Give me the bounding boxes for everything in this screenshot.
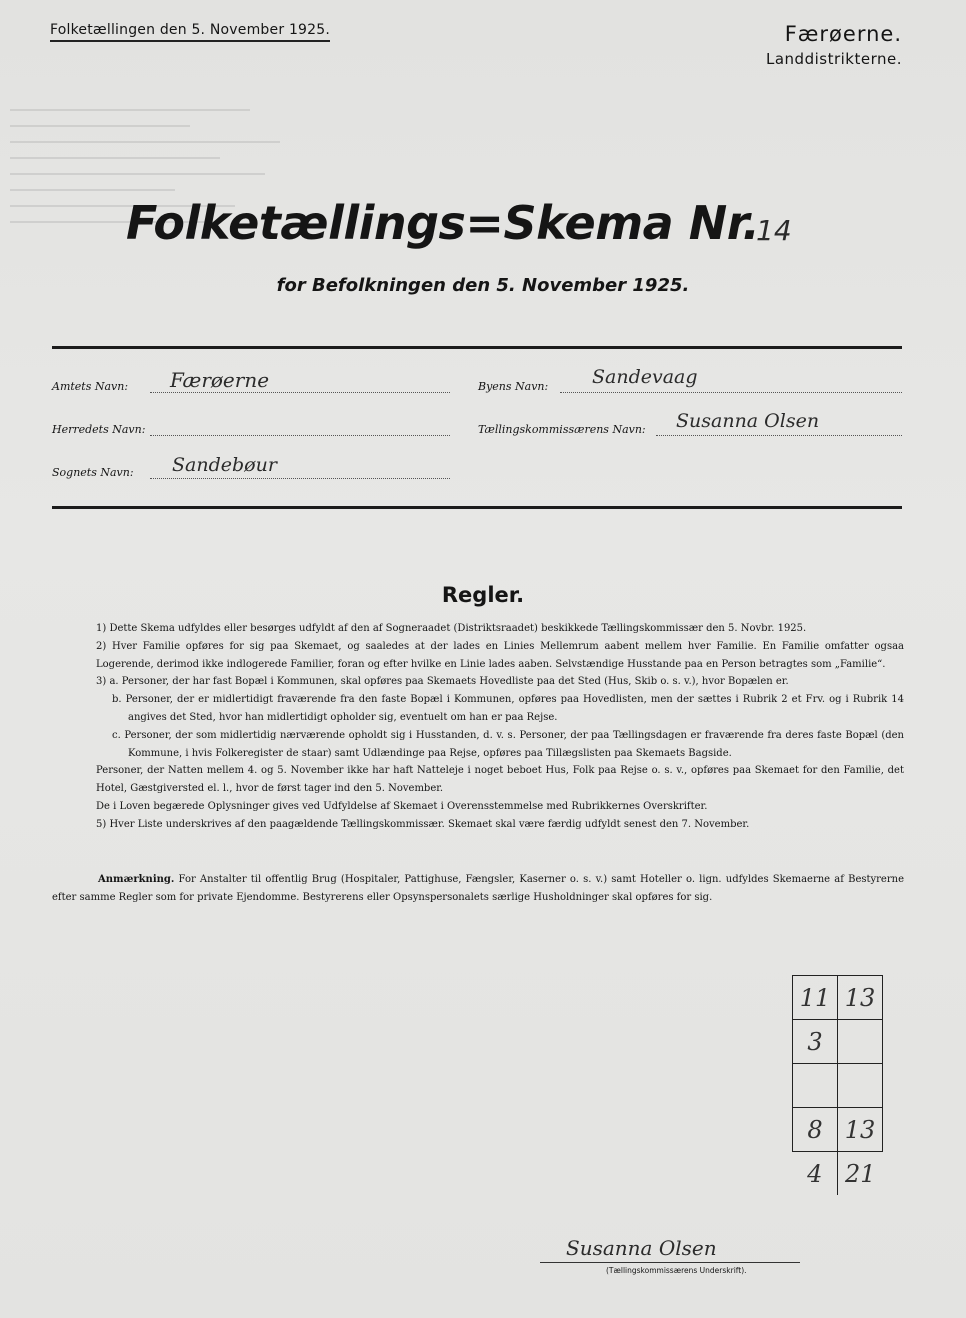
herred-line: [150, 435, 450, 436]
tally-row-total: [793, 1152, 883, 1196]
tally-cell: 8: [793, 1108, 838, 1152]
tally-cell: 3: [793, 1020, 838, 1064]
signature-line: [540, 1262, 800, 1263]
tally-cell: [838, 1064, 883, 1108]
form-title: Folketællings=Skema Nr.: [126, 196, 760, 250]
rule-3d: Personer, der Natten mellem 4. og 5. November ikke har haft Natteleje i noget beboet Hus, Folk paa Rejse o. s. v., opføres paa Skemaet for den Familie, det Hotel, Gæstgiversted el. l., hvor de først tager ind den 5. November.: [96, 765, 904, 795]
form-subtitle: for Befolkningen den 5. November 1925.: [276, 275, 690, 296]
tally-row: [793, 1020, 883, 1064]
rule-2: 2) Hver Familie opføres for sig paa Skemaet, og saaledes at der lades en Linies Mellemrum aabent mellem hver Familie. En Familie omfatter ogsaa Logerende, derimod ikke indlogerede Familier, foran og efter hvilke en Linie lades aaben. Selvstændige Husstande paa en Person betragtes som „Familie“.: [96, 640, 904, 670]
amt-value-handwritten: Færøerne: [170, 368, 270, 392]
sogn-value-handwritten: Sandebøur: [172, 454, 277, 476]
rules-heading: Regler.: [441, 583, 525, 607]
bleed-through-marks: [10, 95, 310, 285]
rule-3a: 3) a. Personer, der har fast Bopæl i Kommunen, skal opføres paa Skemaets Hovedliste paa det Sted (Hus, Skib o. s. v.), hvor Bopælen er.: [96, 676, 789, 688]
note-label: Anmærkning.: [98, 874, 175, 885]
note-text: For Anstalter til offentlig Brug (Hospitaler, Pattighuse, Fængsler, Kaserner o. s. v.) samt Hoteller o. lign. udfyldes Skemaerne af Bestyrerne efter samme Regler som for private Ejendomme. Bestyrerens eller Opsynspersonalets særlige Husholdninger skal opføres for sig.: [52, 874, 904, 903]
kommissaer-label: Tællingskommissærens Navn:: [478, 423, 646, 436]
sogn-label: Sognets Navn:: [52, 466, 134, 479]
herred-label: Herredets Navn:: [52, 423, 146, 436]
tally-row: [793, 976, 883, 1020]
rule-4: De i Loven begærede Oplysninger gives ved Udfyldelse af Skemaet i Overensstemmelse med Rubrikkernes Overskrifter.: [96, 800, 708, 812]
tally-cell: [793, 1064, 838, 1108]
signature-label: (Tællingskommissærens Underskrift).: [606, 1266, 747, 1275]
rule-3b: b. Personer, der er midlertidigt fraværende fra den faste Bopæl i Kommunen, opføres paa Hovedlisten, men der sættes i Rubrik 2 et Frv. og i Rubrik 14 angives det Sted, hvor han midlertidigt opholder sig, eventuelt om han er paa Rejse.: [112, 694, 904, 723]
tally-row: [793, 1108, 883, 1152]
signature-handwritten: Susanna Olsen: [566, 1236, 717, 1260]
tally-cell: 13: [838, 976, 883, 1020]
by-label: Byens Navn:: [478, 380, 549, 393]
rule-3c: c. Personer, der som midlertidig nærværende opholdt sig i Husstanden, d. v. s. Personer, der paa Tællingsdagen er fraværende fra deres faste Bopæl (den Kommune, i hvis Folkeregister de staar) samt Udlændinge paa Rejse, opføres paa Tillægslisten paa Skemaets Bagside.: [112, 729, 904, 759]
bottom-rule: [52, 506, 902, 509]
amt-label: Amtets Navn:: [52, 380, 129, 393]
tally-cell: 4: [807, 1159, 823, 1188]
form-number-handwritten: 14: [756, 214, 792, 247]
rule-5: 5) Hver Liste underskrives af den paagældende Tællingskommissær. Skemaet skal være færdig udfyldt senest den 7. November.: [96, 818, 750, 830]
tally-row: [793, 1064, 883, 1108]
sogn-line: [150, 478, 450, 479]
district-name: Landdistrikterne.: [766, 50, 902, 68]
top-rule: [52, 346, 902, 349]
by-value-handwritten: Sandevaag: [592, 366, 698, 388]
rule-1: 1) Dette Skema udfyldes eller besørges udfyldt af den af Sogneraadet (Distriktsraadet) beskikkede Tællingskommissær den 5. Novbr. 1925.: [96, 623, 807, 634]
amt-line: [150, 392, 450, 393]
tally-cell: 13: [838, 1108, 883, 1152]
tally-cell: 11: [793, 976, 838, 1020]
rules-text: [52, 620, 904, 834]
kommissaer-line: [656, 435, 902, 436]
tally-box: [792, 975, 883, 1195]
region-name: Færøerne.: [784, 22, 902, 46]
by-line: [560, 392, 902, 393]
tally-cell: 21: [838, 1152, 883, 1196]
kommissaer-value-handwritten: Susanna Olsen: [676, 410, 820, 432]
region-block: [766, 22, 902, 68]
annotation-note: [52, 871, 904, 907]
tally-cell: [838, 1020, 883, 1064]
census-date-label: Folketællingen den 5. November 1925.: [50, 22, 330, 42]
